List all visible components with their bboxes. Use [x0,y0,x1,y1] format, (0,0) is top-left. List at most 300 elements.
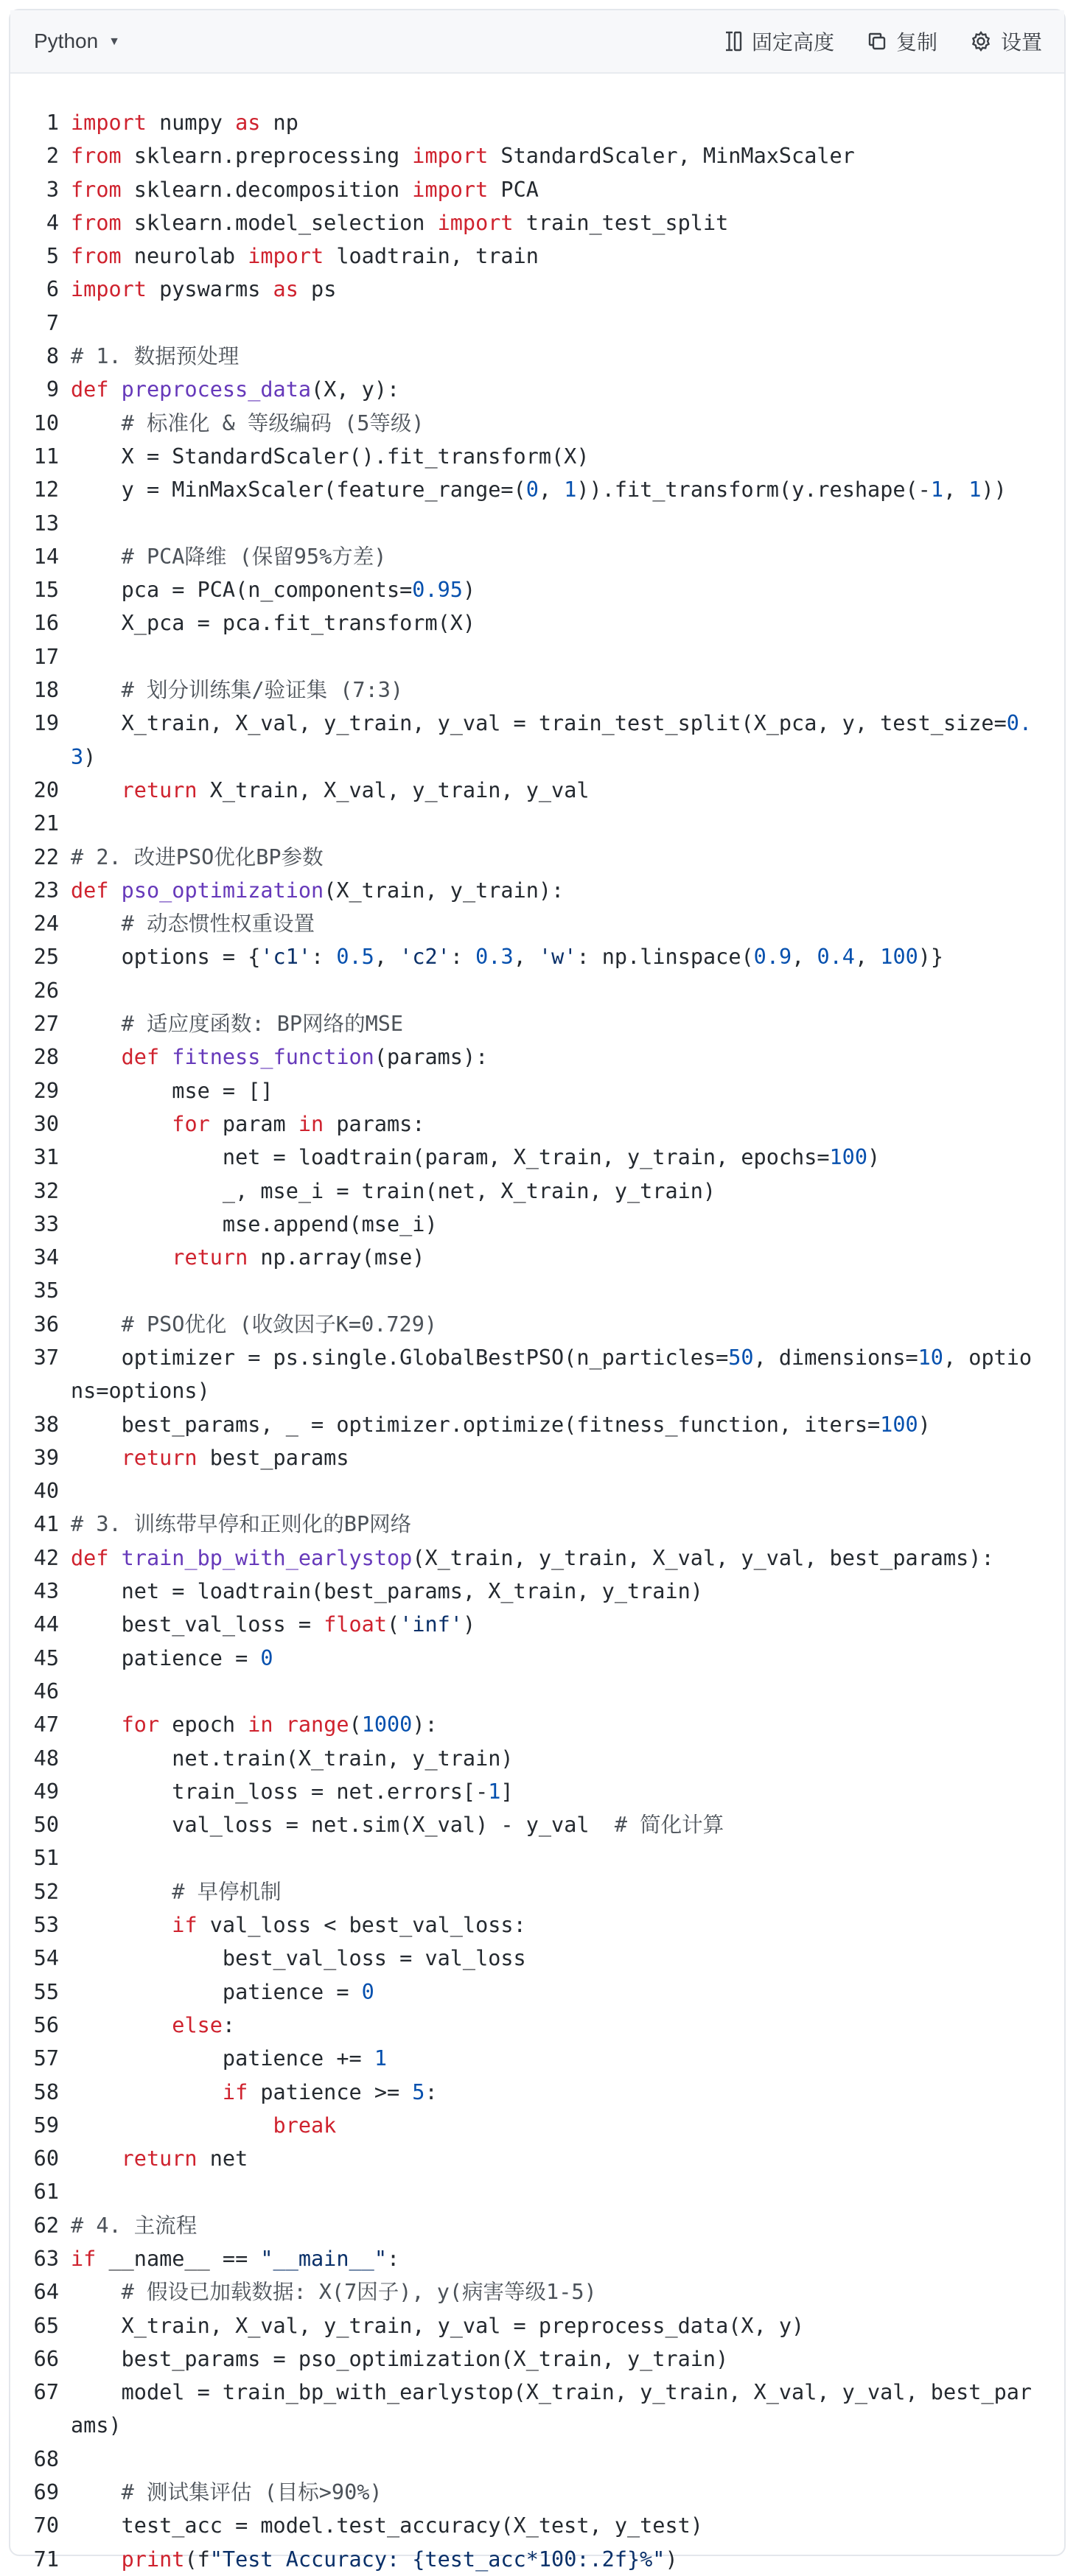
code-text [71,1208,1064,1241]
code-line [10,707,1064,774]
code-text [71,1541,1064,1575]
code-line [10,2275,1064,2309]
code-token: 0.4 [817,945,855,970]
code-token: best_val_loss = val_loss [71,1946,526,1971]
line-number: 36 [33,1312,59,1337]
code-text [71,974,1064,1007]
line-number: 7 [46,310,59,335]
line-number: 63 [33,2247,59,2271]
code-token: # 假设已加载数据: X(7因子), y(病害等级1-5) [121,2280,597,2305]
code-token: import [71,111,147,135]
code-token: (X_train, y_train): [324,878,565,903]
code-line [10,673,1064,707]
code-token: ) [83,744,97,769]
code-token [71,1312,122,1337]
code-text [71,1107,1064,1141]
code-token: ) [867,1145,881,1170]
code-text [71,841,1064,874]
code-line [10,1575,1064,1608]
code-text [71,2209,1064,2242]
code-line [10,1274,1064,1307]
code-token: 1 [374,2046,387,2071]
code-token [71,2080,223,2104]
code-token [108,878,121,903]
code-token: X_train, X_val, y_train, y_val = preprocess_data(X, y) [71,2313,805,2338]
code-token [71,2013,172,2037]
copy-label: 复制 [895,31,937,54]
code-line [10,1942,1064,1975]
code-text [71,2109,1064,2142]
code-line [10,2376,1064,2443]
code-line [10,273,1064,306]
code-line [10,774,1064,807]
code-token: 0.3 [71,711,1033,769]
code-text [71,2509,1064,2542]
code-line [10,239,1064,273]
code-token [71,778,122,802]
line-number: 62 [33,2213,59,2238]
code-text [71,473,1064,506]
code-token: import [437,210,514,235]
code-token: return [121,2146,198,2171]
line-number: 60 [33,2146,59,2171]
code-text [71,774,1064,807]
code-token: model = train_bp_with_earlystop(X_train, y_train, X_val, y_val, best_params) [71,2380,1033,2438]
line-number: 54 [33,1946,59,1971]
code-token [71,2480,122,2505]
line-number: 33 [33,1211,59,1236]
line-number: 42 [33,1545,59,1570]
code-text [71,1175,1064,1208]
code-line [10,340,1064,373]
code-token: if [222,2079,248,2104]
code-token: pyswarms [146,277,273,302]
code-line [10,1107,1064,1141]
code-line [10,1408,1064,1441]
code-token [71,2146,122,2171]
code-token: mse = [] [71,1078,273,1103]
code-token: numpy [146,111,236,135]
code-token: import [248,244,324,269]
code-text [71,206,1064,239]
line-number: 39 [33,1445,59,1470]
code-token: : [222,2012,236,2037]
code-text [71,273,1064,306]
code-token: PCA [488,177,539,202]
line-number: 34 [33,1245,59,1270]
code-text [71,440,1064,473]
code-token: best_val_loss = [71,1612,324,1637]
fixed-height-label: 固定高度 [751,31,834,54]
code-line [10,2142,1064,2175]
line-number: 11 [33,444,59,469]
code-token: 5 [412,2079,425,2104]
code-line [10,1608,1064,1641]
code-token: if [172,1913,198,1938]
code-token: # 2. 改进PSO优化BP参数 [71,844,324,869]
code-token: 0 [525,477,539,503]
code-body [10,74,1064,2572]
code-token: fitness_function [172,1045,374,1070]
code-token [71,1880,172,1904]
code-token: from [71,210,122,235]
language-selector[interactable] [34,29,120,53]
code-token: # 3. 训练带早停和正则化的BP网络 [71,1512,412,1537]
code-token: neurolab [121,244,248,269]
code-token: def [121,1045,160,1070]
code-token: net = loadtrain(best_params, X_train, y_train) [71,1579,703,1604]
code-token: from [71,244,122,269]
code-token: ) [462,1612,476,1637]
code-token: y = MinMaxScaler(feature_range=( [71,477,526,503]
code-text [71,1608,1064,1641]
code-token: : [450,945,476,970]
code-token: train_bp_with_earlystop [121,1545,413,1570]
line-number: 1 [46,111,59,135]
code-token: 1 [488,1779,501,1804]
line-number: 8 [46,344,59,369]
code-line [10,1474,1064,1508]
code-token: np.array(mse) [248,1245,425,1270]
line-number: 29 [33,1078,59,1103]
code-line [10,1074,1064,1107]
code-token: patience = [71,1979,362,2004]
code-text [71,173,1064,206]
code-token: , [513,945,539,970]
code-line [10,106,1064,139]
code-token: ( [386,1612,400,1637]
copy-icon [867,31,887,52]
line-number: 68 [33,2446,59,2471]
code-line [10,1175,1064,1208]
code-line [10,2476,1064,2509]
code-text [71,2476,1064,2509]
settings-button[interactable] [970,27,1042,56]
code-line [10,2042,1064,2075]
code-token: 1000 [361,1712,413,1737]
code-token: # PSO优化 (收敛因子K=0.729) [121,1312,438,1337]
code-line [10,1708,1064,1741]
line-number: 12 [33,477,59,503]
code-token: options = { [71,945,261,970]
code-token: import [412,177,489,202]
gear-icon [970,30,992,52]
code-text [71,507,1064,540]
code-line [10,1007,1064,1040]
code-line [10,540,1064,573]
code-text [71,2009,1064,2042]
code-line [10,2342,1064,2376]
line-number: 49 [33,1779,59,1804]
code-token: if [71,2247,97,2271]
line-number: 4 [46,210,59,235]
code-token [71,2113,273,2138]
code-line [10,440,1064,473]
code-token: def [71,377,109,402]
code-text [71,2242,1064,2275]
code-token: import [412,144,489,169]
code-text [71,2275,1064,2309]
code-token: # 简化计算 [614,1813,724,1838]
line-number: 38 [33,1412,59,1437]
code-token: preprocess_data [121,377,312,402]
code-token: as [235,111,261,135]
code-text [71,1575,1064,1608]
code-token: sklearn.model_selection [121,210,438,235]
code-token: , dimensions= [753,1345,918,1370]
code-token: 'w' [538,945,577,970]
code-token: 1 [564,477,577,503]
line-number: 70 [33,2513,59,2538]
code-token: in [298,1111,324,1136]
code-text [71,2443,1064,2476]
code-token: # 测试集评估 (目标>90%) [121,2480,382,2505]
code-token: # 标准化 & 等级编码 (5等级) [121,410,425,435]
code-token: else [172,2012,223,2037]
code-token: )).fit_transform(y.reshape(- [576,477,931,503]
code-token: from [71,144,122,169]
code-line [10,807,1064,840]
code-token: : [386,2247,400,2271]
fixed-height-button[interactable] [724,27,834,56]
line-number: 3 [46,177,59,202]
code-token: best_params [197,1445,349,1470]
code-token: 0 [361,1979,374,2004]
code-text [71,1975,1064,2009]
code-token: val_loss = net.sim(X_val) - y_val [71,1813,615,1838]
code-token [71,1712,122,1737]
line-number: 65 [33,2313,59,2338]
code-token [108,377,121,402]
code-line [10,2076,1064,2109]
line-number: 69 [33,2480,59,2505]
code-line [10,2009,1064,2042]
code-token: def [71,878,109,903]
code-line [10,1341,1064,1408]
line-number: 6 [46,277,59,302]
code-token: 1 [968,477,982,503]
code-text [71,1875,1064,1908]
line-number: 46 [33,1679,59,1704]
code-token: param [209,1111,298,1136]
line-number: 50 [33,1813,59,1838]
code-token [108,1546,121,1570]
line-number: 5 [46,244,59,269]
code-line [10,974,1064,1007]
code-token: patience >= [248,2079,413,2104]
code-block [9,9,1066,2572]
code-token [71,911,122,936]
code-token: StandardScaler, MinMaxScaler [488,144,855,169]
code-text [71,307,1064,340]
code-token: , [374,945,400,970]
toolbar-actions [724,27,1042,56]
code-text [71,1007,1064,1040]
code-token: net.train(X_train, y_train) [71,1746,514,1771]
line-number: 40 [33,1479,59,1504]
code-token: , [792,945,817,970]
line-number: 51 [33,1846,59,1871]
code-text [71,2175,1064,2208]
code-text [71,907,1064,940]
line-number: 37 [33,1345,59,1370]
line-number: 9 [46,377,59,402]
code-text [71,874,1064,907]
code-text [71,139,1064,172]
code-text [71,1841,1064,1875]
line-number: 55 [33,1979,59,2004]
code-line [10,2209,1064,2242]
code-token: return [121,777,198,802]
code-token: val_loss < best_val_loss: [197,1913,526,1938]
code-token: 0.9 [753,945,792,970]
code-token: 10 [918,1345,943,1370]
code-line [10,2309,1064,2342]
code-text [71,340,1064,373]
code-line [10,2109,1064,2142]
line-number: 53 [33,1913,59,1938]
code-line [10,1742,1064,1775]
code-token: return [121,1445,198,1470]
code-token: net = loadtrain(param, X_train, y_train, epochs= [71,1145,830,1170]
code-token: pca = PCA(n_components= [71,578,413,603]
code-token [71,411,122,435]
line-number: 45 [33,1645,59,1670]
code-line [10,1241,1064,1274]
code-token: __name__ == [96,2247,261,2271]
code-token: in [248,1712,273,1737]
code-line [10,2175,1064,2208]
code-token: ) [462,578,476,603]
code-toolbar [10,10,1064,74]
code-text [71,2142,1064,2175]
code-line [10,1308,1064,1341]
code-text [71,239,1064,273]
code-token [71,1012,122,1036]
code-token: : [425,2079,438,2104]
line-number: 27 [33,1012,59,1037]
code-line [10,573,1064,606]
line-number: 16 [33,611,59,636]
line-number: 28 [33,1045,59,1070]
code-token: pso_optimization [121,878,324,903]
code-line [10,1775,1064,1808]
code-token: break [273,2113,337,2138]
code-line [10,1541,1064,1575]
code-text [71,1642,1064,1675]
code-line [10,940,1064,973]
code-text [71,1508,1064,1541]
line-number: 26 [33,978,59,1003]
code-token: np [260,111,298,135]
code-token: (f [184,2547,210,2572]
code-token [71,545,122,569]
code-line [10,907,1064,940]
code-token: 0.3 [475,945,514,970]
code-token: loadtrain, train [324,244,539,269]
code-text [71,1408,1064,1441]
code-token: sklearn.decomposition [121,177,413,202]
line-number: 56 [33,2012,59,2037]
code-token: 1 [930,477,943,503]
code-token: 100 [880,945,918,970]
line-number: 25 [33,945,59,970]
code-token [71,1245,172,1270]
code-text [71,1708,1064,1741]
code-text [71,1274,1064,1307]
code-line [10,1975,1064,2009]
code-text [71,573,1064,606]
code-token: # 适应度函数: BP网络的MSE [121,1012,404,1037]
line-number: 19 [33,711,59,736]
code-line [10,841,1064,874]
code-token: X = StandardScaler().fit_transform(X) [71,444,590,469]
code-token: 'inf' [399,1612,463,1637]
code-line [10,1441,1064,1474]
code-token: test_acc = model.test_accuracy(X_test, y_test) [71,2513,703,2538]
code-line [10,507,1064,540]
code-token: , [943,477,969,503]
code-token: _, mse_i = train(net, X_train, y_train) [71,1178,716,1203]
line-number: 66 [33,2346,59,2371]
code-line [10,407,1064,440]
code-token: best_params, _ = optimizer.optimize(fitness_function, iters= [71,1412,881,1437]
line-number: 10 [33,410,59,435]
line-number: 22 [33,844,59,869]
line-number: 48 [33,1746,59,1771]
code-token: , [538,477,565,503]
line-number: 44 [33,1612,59,1637]
code-text [71,707,1064,774]
code-line [10,2509,1064,2542]
code-line [10,473,1064,506]
code-token: 'c1' [260,945,312,970]
code-text [71,1241,1064,1274]
code-token: 100 [880,1412,918,1437]
line-number: 24 [33,911,59,937]
code-text [71,673,1064,707]
code-text [71,1441,1064,1474]
code-token [71,2547,122,2572]
code-token: print [121,2547,185,2572]
code-token [273,1712,286,1737]
code-token: ) [918,1412,931,1437]
line-number: 57 [33,2046,59,2071]
line-number: 21 [33,811,59,836]
code-token: X_train, X_val, y_train, y_val = train_test_split(X_pca, y, test_size= [71,711,1007,736]
code-text [71,1141,1064,1174]
code-text [71,1308,1064,1341]
code-token: for [172,1111,210,1136]
code-token: 0 [260,1645,273,1670]
code-token: float [324,1612,387,1637]
line-number: 2 [46,144,59,169]
code-line [10,1508,1064,1541]
code-text [71,1908,1064,1942]
code-token: sklearn.preprocessing [121,144,413,169]
code-token: patience += [71,2046,374,2071]
code-line [10,1908,1064,1942]
code-line [10,874,1064,907]
code-token [71,1045,122,1069]
code-text [71,1742,1064,1775]
code-token: , [854,945,881,970]
code-token: def [71,1545,109,1570]
code-text [71,640,1064,673]
code-token: from [71,177,122,202]
copy-button[interactable] [867,27,937,56]
code-token: ) [665,2547,678,2572]
